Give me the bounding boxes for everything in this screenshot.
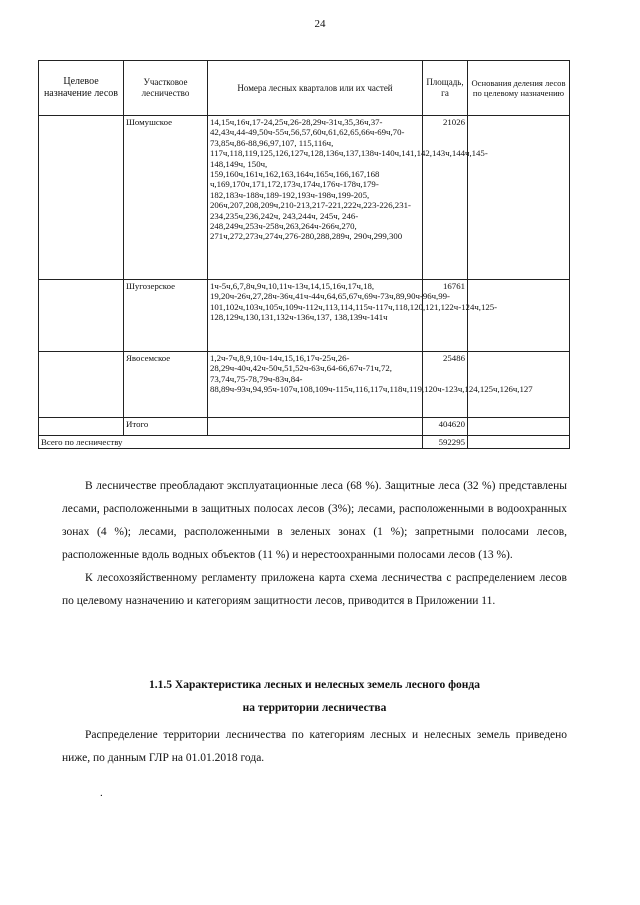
body-text-block xyxy=(62,475,567,613)
total-label: Всего по лесничеству xyxy=(39,436,423,449)
page-number: 24 xyxy=(314,18,326,30)
row-purpose xyxy=(39,352,124,418)
row-district: Шомушское xyxy=(124,116,208,280)
header-basis: Основания деления лесов по целевому назначению xyxy=(468,61,570,116)
row-quarters: 14,15ч,16ч,17-24,25ч,26-28,29ч-31ч,35,36ч,37-42,43ч,44-49,50ч-55ч,56,57,60ч,61,62,65,66ч-69ч,70-73,85ч,86-88,96,97,107, 115,116ч, 117ч,118,119,125,126,127ч,128,136ч,137,138ч-140ч,141,142,143ч,144ч,145-148,149ч, 150ч, 159,160ч,161ч,162,163,164ч,165ч,166,167,168 ч,169,170ч,171,172,173ч,174ч,176ч-178ч,179-182,183ч-188ч,189-192,193ч-198ч,199-205, 206ч,207,208,209ч,210-213,217-221,222ч,223-226,231-234,235ч,236,242ч, 243,244ч, 245ч, 246-248,249ч,253ч-258ч,263,264ч-266ч,270, 271ч,272,273ч,274ч,276-280,288,289ч, 290ч,299,300 xyxy=(208,116,423,280)
row-district: Шугозерское xyxy=(124,280,208,352)
itogo-basis xyxy=(468,418,570,436)
paragraph-map-appendix: К лесохозяйственному регламенту приложена карта схема лесничества с распределением лесов по целевому назначению и категориям защитности лесов, приводится в Приложении 11. xyxy=(62,572,567,607)
row-purpose xyxy=(39,116,124,280)
total-basis xyxy=(468,436,570,449)
total-area: 592295 xyxy=(423,436,468,449)
row-basis xyxy=(468,116,570,280)
itogo-quarters xyxy=(208,418,423,436)
row-area: 16761 xyxy=(423,280,468,352)
header-quarters: Номера лесных кварталов или их частей xyxy=(208,61,423,116)
row-purpose xyxy=(39,280,124,352)
table-row-total xyxy=(39,436,570,449)
table-row-itogo xyxy=(39,418,570,436)
section-body xyxy=(62,724,567,770)
row-quarters: 1ч-5ч,6,7,8ч,9ч,10,11ч-13ч,14,15,16ч,17ч,18, 19,20ч-26ч,27,28ч-36ч,41ч-44ч,64,65,67ч,69ч-73ч,89,90ч-96ч,99-101,102ч,103ч,105ч,109ч-112ч,113,114,115ч-117ч,118,120,121,122ч-124ч,125-128,129ч,130,131,132ч-136ч,137, 138,139ч-141ч xyxy=(208,280,423,352)
paragraph-forest-types: В лесничестве преобладают эксплуатационные леса (68 %). Защитные леса (32 %) представлены лесами, расположенными в защитных полосах лесов (3%); лесами, расположенными в водоохранных зонах (4 %); лесами, расположенными в зеленых зонах (1 %); запретными полосами лесов, расположенные вдоль водных объектов (11 %) и нерестоохранными полосами лесов (13 %). xyxy=(62,480,567,561)
row-district: Явосемское xyxy=(124,352,208,418)
trailing-mark: . xyxy=(100,787,103,799)
section-heading-line2: на территории лесничества xyxy=(242,702,387,714)
table-row xyxy=(39,352,570,418)
forest-purpose-table xyxy=(38,60,570,449)
itogo-purpose xyxy=(39,418,124,436)
table-row xyxy=(39,116,570,280)
table-row xyxy=(39,280,570,352)
itogo-area: 404620 xyxy=(423,418,468,436)
section-heading-line1: 1.1.5 Характеристика лесных и нелесных земель лесного фонда xyxy=(149,679,480,691)
row-basis xyxy=(468,280,570,352)
header-purpose: Целевое назначение лесов xyxy=(39,61,124,116)
row-quarters: 1,2ч-7ч,8,9,10ч-14ч,15,16,17ч-25ч,26-28,29ч-40ч,42ч-50ч,51,52ч-63ч,64-66,67ч-71ч,72, 73,74ч,75-78,79ч-83ч,84-88,89ч-93ч,94,95ч-107ч,108,109ч-115ч,116,117ч,118ч,119,120ч-123ч,124,125ч,126ч,127 xyxy=(208,352,423,418)
row-area: 25486 xyxy=(423,352,468,418)
header-district: Участковое лесничество xyxy=(124,61,208,116)
row-area: 21026 xyxy=(423,116,468,280)
header-area: Площадь, га xyxy=(423,61,468,116)
itogo-label: Итого xyxy=(124,418,208,436)
paragraph-land-distribution: Распределение территории лесничества по категориям лесных и нелесных земель приведено ниже, по данным ГЛР на 01.01.2018 года. xyxy=(62,729,567,764)
section-heading xyxy=(62,674,567,720)
